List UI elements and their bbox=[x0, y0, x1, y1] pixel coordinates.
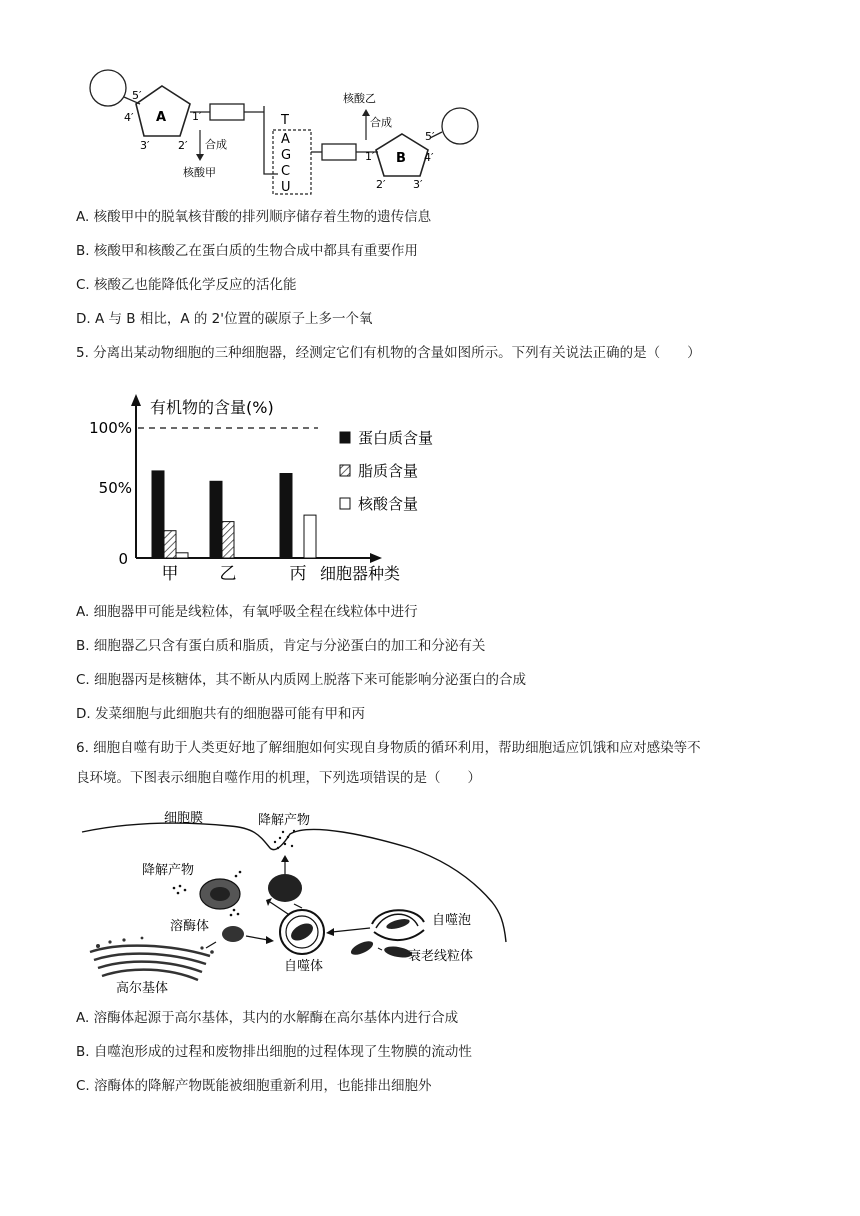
bar-protein-2 bbox=[280, 474, 292, 559]
q5-option-b: B. 细胞器乙只含有蛋白质和脂质，肯定与分泌蛋白的加工和分泌有关 bbox=[76, 638, 486, 654]
q4-option-c: C. 核酸乙也能降低化学反应的活化能 bbox=[76, 277, 297, 293]
legend-label-nucleic: 核酸含量 bbox=[358, 495, 419, 513]
svg-text:5′: 5′ bbox=[425, 130, 435, 143]
q6-stem-line1: 6. 细胞自噬有助于人类更好地了解细胞如何实现自身物质的循环利用，帮助细胞适应饥饿和应对感染等不 bbox=[76, 740, 701, 756]
legend-label-protein: 蛋白质含量 bbox=[358, 429, 434, 447]
pentose-a-label: A bbox=[156, 110, 167, 125]
x-tick-label: 甲 bbox=[161, 564, 179, 584]
y-tick-label: 50% bbox=[98, 479, 132, 497]
svg-text:溶酶体: 溶酶体 bbox=[170, 919, 210, 934]
bar-lipid-1 bbox=[222, 522, 234, 558]
golgi-apparatus bbox=[90, 946, 210, 980]
svg-text:2′: 2′ bbox=[376, 178, 386, 191]
q5-option-d: D. 发菜细胞与此细胞共有的细胞器可能有甲和丙 bbox=[76, 706, 365, 722]
q4-option-a: A. 核酸甲中的脱氧核苷酸的排列顺序储存着生物的遗传信息 bbox=[76, 209, 432, 225]
svg-text:衰老线粒体: 衰老线粒体 bbox=[408, 949, 474, 964]
q6-option-b: B. 自噬泡形成的过程和废物排出细胞的过程体现了生物膜的流动性 bbox=[76, 1044, 472, 1060]
base-pair-dashed-box bbox=[273, 130, 311, 194]
x-tick-label: 丙 bbox=[289, 564, 307, 584]
organelle-content-chart bbox=[89, 390, 440, 590]
svg-text:自噬体: 自噬体 bbox=[284, 959, 324, 974]
nucleotide-diagram bbox=[80, 64, 500, 200]
base-box-a bbox=[210, 104, 244, 120]
svg-text:G: G bbox=[281, 148, 292, 163]
q5-option-a: A. 细胞器甲可能是线粒体，有氧呼吸全程在线粒体中进行 bbox=[76, 604, 418, 620]
autophagy-diagram bbox=[80, 802, 510, 998]
residual-body bbox=[268, 874, 302, 902]
y-tick-label: 0 bbox=[118, 550, 128, 568]
y-tick-label: 100% bbox=[89, 419, 132, 437]
mitochondrion bbox=[349, 938, 375, 957]
svg-text:合成: 合成 bbox=[205, 138, 227, 151]
svg-text:C: C bbox=[281, 164, 291, 179]
nucleic-yi-label: 核酸乙 bbox=[343, 92, 376, 105]
svg-text:细胞膜: 细胞膜 bbox=[164, 811, 204, 826]
legend-swatch-protein bbox=[340, 432, 350, 443]
pentose-b-label: B bbox=[396, 151, 406, 166]
svg-text:降解产物: 降解产物 bbox=[142, 863, 195, 878]
legend-label-lipid: 脂质含量 bbox=[358, 462, 419, 480]
q6-stem-line2: 良环境。下图表示细胞自噬作用的机理，下列选项错误的是（ ） bbox=[76, 770, 481, 786]
svg-text:1′: 1′ bbox=[192, 110, 202, 123]
bar-nucleic-2 bbox=[304, 515, 316, 558]
svg-text:自噬泡: 自噬泡 bbox=[432, 913, 472, 928]
q5-option-c: C. 细胞器丙是核糖体，其不断从内质网上脱落下来可能影响分泌蛋白的合成 bbox=[76, 672, 527, 688]
svg-text:合成: 合成 bbox=[370, 116, 392, 129]
svg-text:T: T bbox=[281, 113, 289, 128]
q5-stem: 5. 分离出某动物细胞的三种细胞器，经测定它们有机物的含量如图所示。下列有关说法正确的是（ ） bbox=[76, 345, 701, 361]
bar-nucleic-0 bbox=[176, 553, 188, 558]
bar-protein-1 bbox=[210, 481, 222, 558]
svg-text:U: U bbox=[281, 180, 291, 195]
q6-option-c: C. 溶酶体的降解产物既能被细胞重新利用，也能排出细胞外 bbox=[76, 1078, 432, 1094]
svg-text:4′: 4′ bbox=[424, 151, 434, 164]
svg-text:5′: 5′ bbox=[132, 89, 142, 102]
svg-text:高尔基体: 高尔基体 bbox=[116, 981, 169, 996]
x-axis-label: 细胞器种类 bbox=[320, 564, 401, 583]
svg-text:3′: 3′ bbox=[140, 139, 150, 152]
svg-text:3′: 3′ bbox=[413, 178, 423, 191]
x-tick-label: 乙 bbox=[219, 564, 237, 584]
base-box-b bbox=[322, 144, 356, 160]
phosphate-circle-b bbox=[442, 108, 478, 144]
bar-protein-0 bbox=[152, 471, 164, 558]
svg-text:2′: 2′ bbox=[178, 139, 188, 152]
phosphate-circle-a bbox=[90, 70, 126, 106]
q4-option-b: B. 核酸甲和核酸乙在蛋白质的生物合成中都具有重要作用 bbox=[76, 243, 418, 259]
svg-text:4′: 4′ bbox=[124, 111, 134, 124]
lysosome bbox=[222, 926, 244, 942]
q6-option-a: A. 溶酶体起源于高尔基体，其内的水解酶在高尔基体内进行合成 bbox=[76, 1010, 459, 1026]
bar-lipid-0 bbox=[164, 531, 176, 558]
y-axis-label: 有机物的含量(%) bbox=[150, 398, 274, 417]
nucleic-jia-label: 核酸甲 bbox=[183, 166, 216, 179]
legend-swatch-lipid bbox=[340, 465, 350, 476]
legend-swatch-nucleic bbox=[340, 498, 350, 509]
svg-text:1′: 1′ bbox=[365, 150, 375, 163]
svg-text:降解产物: 降解产物 bbox=[258, 813, 311, 828]
svg-text:A: A bbox=[281, 132, 290, 147]
q4-option-d: D. A 与 B 相比，A 的 2'位置的碳原子上多一个氧 bbox=[76, 311, 373, 327]
